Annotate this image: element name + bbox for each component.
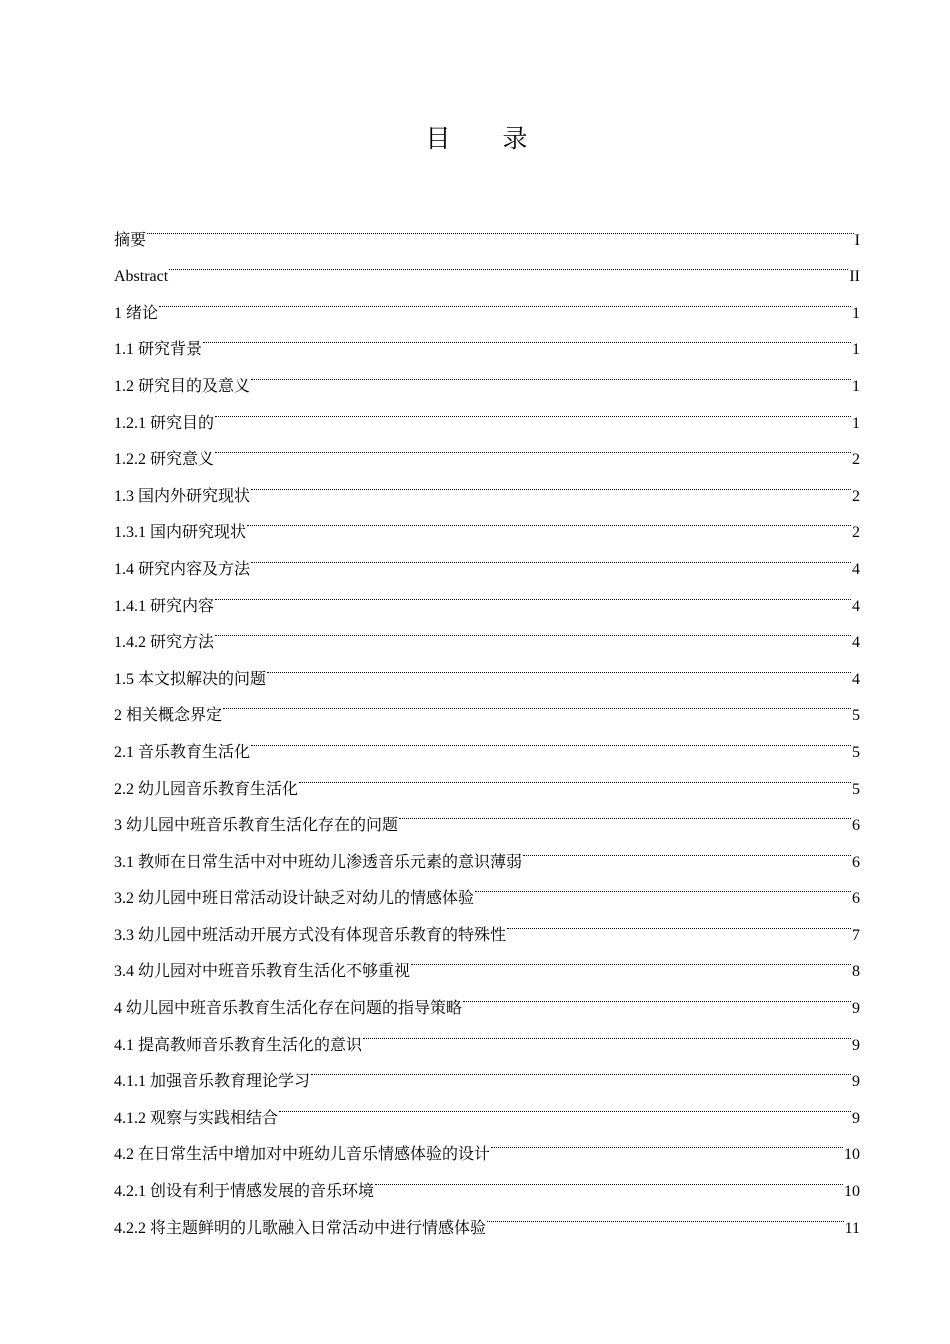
toc-entry[interactable] [114, 574, 860, 615]
toc-entry-page-number: 2 [852, 524, 860, 542]
toc-dot-leader [278, 1086, 852, 1123]
toc-dot-leader [202, 318, 852, 355]
toc-entry-label: 1.5 本文拟解决的问题 [114, 670, 267, 688]
toc-dot-leader [362, 1013, 852, 1050]
toc-dot-leader [250, 720, 852, 757]
toc-entry-page-number: 10 [844, 1183, 860, 1201]
toc-dot-leader [246, 501, 852, 538]
toc-entry-page-number: 4 [852, 634, 860, 652]
toc-entry-page-number: 5 [852, 743, 860, 761]
toc-entry-label: 4.1 提高教师音乐教育生活化的意识 [114, 1036, 363, 1054]
toc-entry[interactable] [114, 611, 860, 652]
toc-entry-label: Abstract [114, 268, 169, 286]
toc-entry[interactable] [114, 428, 860, 469]
toc-entry-label: 4.2.2 将主题鲜明的儿歌融入日常活动中进行情感体验 [114, 1219, 487, 1237]
toc-entry[interactable] [114, 354, 860, 395]
toc-entry-label: 3.3 幼儿园中班活动开展方式没有体现音乐教育的特殊性 [114, 926, 507, 944]
toc-dot-leader [250, 464, 852, 501]
toc-entry-page-number: I [854, 231, 860, 249]
toc-entry[interactable] [114, 647, 860, 688]
toc-entry-label: 4.1.1 加强音乐教育理论学习 [114, 1073, 311, 1091]
toc-dot-leader [486, 1196, 845, 1233]
toc-entry-label: 3.4 幼儿园对中班音乐教育生活化不够重视 [114, 963, 411, 981]
toc-entry-page-number: 4 [852, 597, 860, 615]
toc-entry-page-number: 7 [852, 926, 860, 944]
toc-entry[interactable] [114, 684, 860, 725]
toc-entry-page-number: 4 [852, 560, 860, 578]
toc-entry-label: 1 绪论 [114, 304, 159, 322]
toc-dot-leader [266, 647, 852, 684]
toc-entry-label: 3.2 幼儿园中班日常活动设计缺乏对幼儿的情感体验 [114, 890, 475, 908]
toc-entry[interactable] [114, 720, 860, 761]
toc-entry-page-number: 1 [852, 414, 860, 432]
toc-entry-page-number: 9 [852, 1036, 860, 1054]
toc-entry-label: 4.2.1 创设有利于情感发展的音乐环境 [114, 1183, 375, 1201]
toc-entry-page-number: 6 [852, 890, 860, 908]
toc-dot-leader [298, 757, 852, 794]
toc-entry[interactable] [114, 318, 860, 359]
toc-entry-label: 3.1 教师在日常生活中对中班幼儿渗透音乐元素的意识薄弱 [114, 853, 523, 871]
toc-entry-label: 1.1 研究背景 [114, 341, 203, 359]
toc-dot-leader [310, 1050, 852, 1087]
toc-entry-label: 3 幼儿园中班音乐教育生活化存在的问题 [114, 817, 399, 835]
toc-entry-label: 4.1.2 观察与实践相结合 [114, 1109, 279, 1127]
toc-entry[interactable] [114, 391, 860, 432]
toc-entry-page-number: 10 [844, 1146, 860, 1164]
toc-dot-leader [506, 903, 852, 940]
toc-dot-leader [214, 428, 852, 465]
toc-dot-leader [158, 281, 852, 318]
toc-dot-leader [462, 976, 852, 1013]
toc-entry-label: 1.4.2 研究方法 [114, 634, 215, 652]
toc-dot-leader [374, 1159, 844, 1196]
toc-dot-leader [250, 354, 852, 391]
toc-dot-leader [168, 245, 849, 282]
toc-entry-page-number: 9 [852, 1000, 860, 1018]
toc-dot-leader [214, 611, 852, 648]
toc-list [114, 208, 860, 1237]
toc-entry[interactable] [114, 281, 860, 322]
toc-title: 目 录 [425, 124, 550, 153]
toc-entry-page-number: 9 [852, 1109, 860, 1127]
toc-entry-page-number: 2 [852, 487, 860, 505]
toc-dot-leader [250, 537, 852, 574]
toc-entry-label: 摘要 [114, 231, 147, 249]
toc-entry-label: 1.3.1 国内研究现状 [114, 524, 247, 542]
toc-dot-leader [410, 940, 852, 977]
toc-entry-page-number: 4 [852, 670, 860, 688]
toc-dot-leader [214, 391, 852, 428]
toc-entry-label: 1.4 研究内容及方法 [114, 560, 251, 578]
toc-entry-page-number: 2 [852, 451, 860, 469]
toc-entry[interactable] [114, 245, 860, 286]
toc-entry-label: 2.2 幼儿园音乐教育生活化 [114, 780, 299, 798]
toc-entry-page-number: II [849, 268, 860, 286]
toc-entry-page-number: 11 [844, 1219, 860, 1237]
toc-entry-page-number: 5 [852, 780, 860, 798]
toc-entry-label: 1.4.1 研究内容 [114, 597, 215, 615]
toc-entry-label: 1.2 研究目的及意义 [114, 377, 251, 395]
toc-entry-label: 4 幼儿园中班音乐教育生活化存在问题的指导策略 [114, 1000, 463, 1018]
toc-dot-leader [146, 208, 855, 245]
toc-entry-label: 4.2 在日常生活中增加对中班幼儿音乐情感体验的设计 [114, 1146, 491, 1164]
toc-entry-label: 2 相关概念界定 [114, 707, 223, 725]
toc-dot-leader [214, 574, 852, 611]
toc-entry-label: 1.2.2 研究意义 [114, 451, 215, 469]
toc-entry-page-number: 1 [852, 341, 860, 359]
toc-entry-label: 2.1 音乐教育生活化 [114, 743, 251, 761]
toc-entry-page-number: 9 [852, 1073, 860, 1091]
toc-entry-label: 1.3 国内外研究现状 [114, 487, 251, 505]
toc-entry-page-number: 5 [852, 707, 860, 725]
toc-entry-page-number: 8 [852, 963, 860, 981]
toc-dot-leader [222, 684, 852, 721]
toc-entry-page-number: 6 [852, 853, 860, 871]
toc-entry-label: 1.2.1 研究目的 [114, 414, 215, 432]
toc-dot-leader [398, 794, 852, 831]
toc-dot-leader [474, 867, 852, 904]
toc-entry[interactable] [114, 208, 860, 249]
toc-entry[interactable] [114, 464, 860, 505]
toc-dot-leader [490, 1123, 844, 1160]
toc-entry-page-number: 6 [852, 817, 860, 835]
toc-entry-page-number: 1 [852, 377, 860, 395]
toc-entry-page-number: 1 [852, 304, 860, 322]
toc-dot-leader [522, 830, 852, 867]
